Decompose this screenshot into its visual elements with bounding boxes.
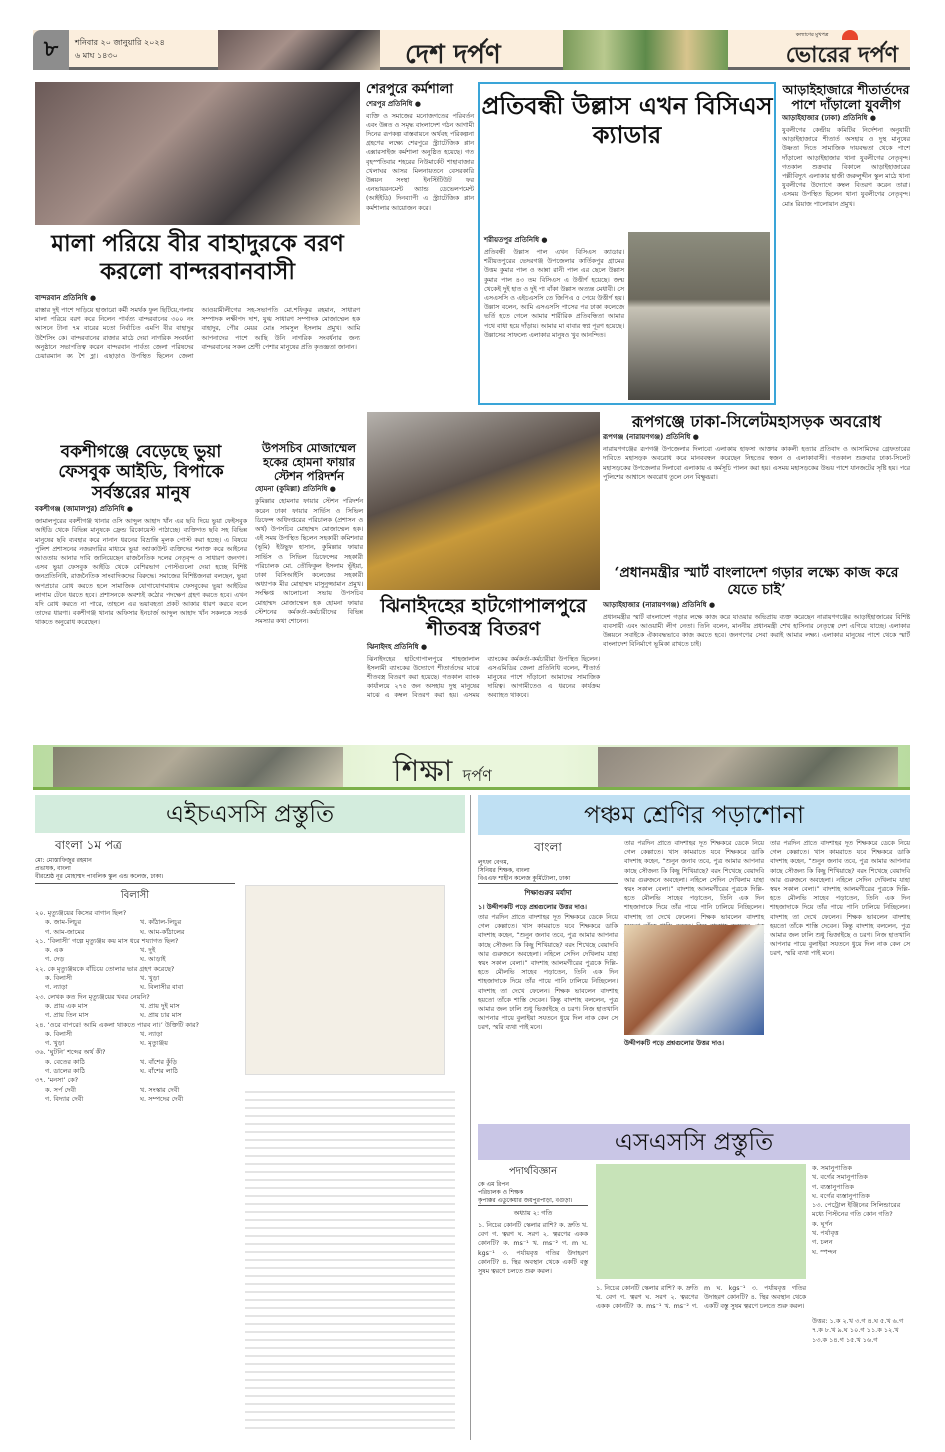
ssc-questions-middle: ১. নিচের কোনটি স্কেলার রাশি? ক. দ্রুতি খ. বেগ গ. ত্বরণ ঘ. সরণ ২. ত্বরণের একক কোনটি? ক. ms⁻¹ খ. ms⁻² গ. m ঘ. kgs⁻¹ ৩. পর্যায়বৃত্ত গতির উদাহরণ কোনটি? ৪. স্থির অবস্থান থেকে একটি বস্তু সুষম ত্বরণে চলতে শুরু করল। <box>596 1285 806 1311</box>
byline: রূপগঞ্জ (নারায়ণগঞ্জ) প্রতিনিধি ● <box>603 433 699 442</box>
mcq-option: গ. ডালের কাঠি <box>45 1067 85 1076</box>
mcq-question: ২০. মৃত্যুঞ্জয়ের কিসের বাগান ছিল? ক. জাম-লিচুর খ. কাঁঠাল-লিচুর গ. আম-জামের ঘ. আম-কাঁঠালের <box>35 909 235 937</box>
mcq-option: ঘ. মৃত্যুঞ্জয় <box>140 1039 168 1048</box>
class5-illustration <box>624 925 764 1035</box>
sun-icon <box>842 30 858 40</box>
article-body: রাস্তার দুই পাশে দাড়িয়ে হাজারো কর্মী সমর্থক ফুল ছিটিয়ে,গলায় মালা পরিয়ে বরণ করে নিলেন পার্বত্য বান্দরবানের ৩০০ নং আসনে টানা ৭ম বারের মতো নির্বাচিত এমপি বীর বাহাদুর উশৈসিং কে। বান্দরবানের রাজার মাঠে দেয়া নাগরিক সংবর্ধনা অনুষ্ঠানে সভাপতিত্ব করেন বান্দরবান পার্বত্য জেলা পরিষদের চেয়ারম্যান ক্য শৈ হ্লা। এছাড়াও উপস্থিত ছিলেন জেলা আওয়ামীলীগের সহ-সভাপতি মো.শফিকুর রহমান, সাধারণ সম্পাদক লক্ষীপদ দাশ, যুগ্ম সাধারণ সম্পাদক মোজাম্মেল হক বাহাদুর, পৌর মেয়র মোঃ সামসুল ইসলাম প্রমুখ। আমি আপনাদের পাশে আছি উনি নাগরিক সংবর্ধনার জন্য বান্দরবানের সকল শ্রেণী পেশার মানুষের প্রতি কৃতজ্ঞতা জানান। <box>35 307 360 361</box>
mcq-option: ক. এক <box>45 946 64 955</box>
mcq-option: ঘ. প্রায় চার মাস <box>140 1011 182 1020</box>
mcq-option: ঘ. বাঁশের লাঠি <box>140 1067 178 1076</box>
ssc-author-block: কে এম রিপন পরিচালক ও শিক্ষক কৃপাক্কর এডুকেয়ার জয়পুরপাড়া, বগুড়া। <box>478 1181 588 1206</box>
article-body: ব্যক্তি ও সমাজের মনোজগতের পরিবর্তন এবং উন্নত ও সমৃদ্ধ বাংলাদেশ গঠন আগামী দিনের রূপকল্প বাস্তবায়নে অর্থবহ পরিকল্পনা গ্রহণের লক্ষ্যে শেরপুরে স্ট্র্যাটেজিক প্লান এক্সারসাইজ কর্মশালা অনুষ্ঠিত হয়েছে। গত বৃহস্পতিবার শহরের নিউমার্কেট শাহাবাজার খেলাঘর আসর মিলনায়তনে বেসরকারি উন্নয়ন সংস্থা ইনস্টিটিউট ফর এনভায়রনমেন্ট অ্যান্ড ডেভেলপমেন্ট (আইইডি) দিনব্যাপী এ স্ট্র্যাটেজিক প্লান কর্মশালার আয়োজন করে। <box>366 112 474 212</box>
mcq-question: ২২. কে মৃত্যুঞ্জয়কে বাঁচিয়ে তোলার ভার গ্রহণ করেছে? ক. বিলাসী খ. খুড়া গ. ন্যাড়া ঘ. বিলাসীর বাবা <box>35 965 235 993</box>
mcq-option: ক. বিলাসী <box>45 1029 73 1038</box>
class5-heading: পঞ্চম শ্রেণির পড়াশোনা <box>478 795 910 835</box>
ssc-questions-left: ১. নিচের কোনটি স্কেলার রাশি? ক. দ্রুতি খ. বেগ গ. ত্বরণ ঘ. সরণ ২. ত্বরণের একক কোনটি? ক. ms⁻¹ খ. ms⁻² গ. m ঘ. kgs⁻¹ ৩. পর্যায়বৃত্ত গতির উদাহরণ কোনটি? ৪. স্থির অবস্থান থেকে একটি বস্তু সুষম ত্বরণে চলতে শুরু করল। <box>478 1222 588 1276</box>
byline: বান্দরবান প্রতিনিধি ● <box>35 294 97 302</box>
article-body: কুমিল্লার হোমনার ফায়ার স্টেশন পরিদর্শন করেন ঢাকা ফায়ার সার্ভিস ও সিভিল ডিফেন্স অধিদপ্তরের পরিচালক (প্রশাসন ও অর্থ) উপসচিব মোহাম্মদ মোজাম্মেল হক। এই সময় উপস্থিত ছিলেন সহকারী কমিশনার (ভূমি) ইউছুফ হাসান, কুমিল্লার ফায়ার সার্ভিস ও সিভিল ডিফেন্সের সহকারী পরিচালক মো. তৌফিকুল ইসলাম ভূঁইয়া, ঢাকা বিসিআইসি কলেজের সহকারী অধ্যাপক মীর মোহাম্মদ মাসুনুজ্জামান প্রমুখ। সংক্ষিপ্ত আলোচনা সভায় উপসচিব মোহাম্মদ মোজাম্মেল হক হোমনা ফায়ার স্টেশনের কর্মকর্তা-কর্মচারীদের বিভিন্ন সমস্যার কথা শোনেন। <box>255 498 363 626</box>
mcq-option: গ. ন্যাড়া <box>45 983 68 992</box>
mcq-option: ক. প্রায় এক মাস <box>45 1001 88 1010</box>
bakshiganj-article <box>35 442 247 737</box>
byline: আড়াইহাজার (নারায়ণগঞ্জ) প্রতিনিধি ● <box>603 600 716 609</box>
mcq-option: ক. বিলাসী <box>45 974 73 983</box>
byline: হোমনা (কুমিল্লা) প্রতিনিধি ● <box>255 485 336 494</box>
ssc-subject: পদার্থবিজ্ঞান <box>508 1166 558 1177</box>
smart-headline: ‘প্রধানমন্ত্রীর স্মার্ট বাংলাদেশ গড়ার লক্ষ্যে কাজ করে যেতে চাই’ <box>614 565 899 598</box>
byline: শেরপুর প্রতিনিধি ● <box>366 99 422 108</box>
mcq-option: ঘ. আড়াই <box>140 955 166 964</box>
ullas-article <box>484 234 624 399</box>
mcq-question: ৩৭. ‘মনসা’ কে? ক. সর্প দেবী খ. সংস্কার দেবী গ. বিদ্যার দেবী ঘ. সম্পদের দেবী <box>35 1076 235 1104</box>
issue-date <box>75 36 165 62</box>
newspaper-logo: কল্যাণের মুখপত্র ভোরের দর্পণ <box>785 32 898 68</box>
class5-section <box>478 795 910 1117</box>
header-photo-strip-right <box>563 30 728 70</box>
ssc-section <box>478 1124 910 1442</box>
byline: বকশীগঞ্জ (জামালপুর) প্রতিনিধি ● <box>35 505 133 514</box>
ullas-headline: প্রতিবন্ধী উল্লাস এখন বিসিএস ক্যাডার <box>481 91 773 149</box>
byline: আড়াইহাজার (ঢাকা) প্রতিনিধি ● <box>782 114 877 122</box>
mcq-option: খ. খুড়া <box>140 974 160 983</box>
byline: ঝিনাইদহ প্রতিনিধি ● <box>367 642 428 651</box>
mcq-option: ঘ. আম-কাঁঠালের <box>140 927 185 936</box>
article-body: ঝিনাইদহের হাটগোপালপুরে শাহজালাল ইসলামী ব্যাংকের উদ্যোগে শীতার্তদের মাঝে শীতবস্ত্র বিতরণ করা হয়েছে। গতকাল ব্যাংক কার্যালয়ে ২৭৫ জন অসহায় দুস্থ মানুষের মাঝে এ কম্বল বিতরণ করা হয়। এসময় ব্যাংকের কর্মকর্তা-কর্মচারীরা উপস্থিত ছিলেন। এসএমিডির জেলা প্রতিনিধি বলেন, শীতার্ত মানুষের পাশে দাঁড়ানো আমাদের সামাজিক দায়িত্ব। আগামীতেও এ ধরনের কার্যক্রম অব্যাহত থাকবে। <box>367 655 600 700</box>
araihazar-headline: আড়াইহাজারে শীতার্তদের পাশে দাঁড়ালো যুবলীগ <box>782 82 910 112</box>
section-title: দেশ দর্পণ <box>405 40 501 70</box>
mcq-option: ক. জাম-লিচুর <box>45 918 82 927</box>
hsc-subject: বাংলা ১ম পত্র <box>55 838 122 852</box>
mcq-option: খ. প্রায় দুই মাস <box>140 1001 180 1010</box>
mcq-option: খ. দুই <box>140 946 156 955</box>
ssc-left-col <box>478 1164 588 1441</box>
hsc-author-block: মো: মোস্তাফিজুর রহমান প্রভাষক, বাংলা বীরশ্রেষ্ঠ নূর মোহাম্মদ পাবলিক স্কুল এন্ড কলেজ, ঢাকা। <box>35 857 235 884</box>
mcq-option: গ. প্রায় তিন মাস <box>45 1011 89 1020</box>
ullas-feature-box <box>478 82 776 405</box>
smart-bangladesh-article <box>603 565 910 737</box>
ssc-chapter: অধ্যায় ২: গতি <box>513 1209 553 1217</box>
class5-chapter: শিক্ষাগুরুর মর্যাদা <box>524 889 572 897</box>
article-body: যুবলীগের কেন্দ্রীয় কমিটির নির্দেশনা অনুযায়ী আড়াইহাজারে শীতার্ত অসহায় ও দুস্থ মানুষের উষ্ণতা দিতে সামাজিক দায়বদ্ধতা থেকে পাশে দাঁড়ালো আড়াইহাজার থানা যুবলীগের নেতৃবৃন্দ। গতকাল শুক্রবার বিকালে আড়াইহাজারের পল্লীবিদ্যুৎ এলাকার হাজী জরুলুদ্দীন স্কুল মাঠে থানা যুবলীগের উদ্যোগে কম্বল বিতরণ করেন তারা। এসময় উপস্থিত ছিলেন থানা যুবলীগের নেতৃবৃন্দ। মোঃ রিয়াজ পালোয়ান প্রমুখ। <box>782 127 910 208</box>
ssc-answers: উত্তর: ১.ক ২.খ ৩.গ ৪.ঘ ৫.খ ৬.গ ৭.ক ৮.খ ৯.ঘ ১০.গ ১১.ক ১২.খ ১৩.ক ১৪.গ ১৫.খ ১৬.গ <box>812 1316 904 1344</box>
mcq-option: ঘ. সম্পদের দেবী <box>140 1094 184 1103</box>
bakshiganj-headline: বকশীগঞ্জে বেড়েছে ভুয়া ফেসবুক আইডি, বিপাকে সর্বস্তরের মানুষ <box>58 442 224 503</box>
mcq-option: ক. সর্প দেবী <box>45 1085 76 1094</box>
hsc-questions <box>35 909 235 1104</box>
class5-body: তার পরদিন প্রাতে বাদশাহর দূত শিক্ষকরে ডেকে নিয়ে গেল কেল্লাতে। খাস কামরাতে যবে শিক্ষকরে ডাকি বাদশাহ কহেন, “শুনুন জনাব তবে, পুত্র আমার আপনার কাছে সৌজন্য কি কিছু শিখিয়াছে? বরং শিখেছে বেয়াদবি আর গুরুজনে অবহেলা। নহিলে সেদিন দেখিলাম যাহা স্বয়ং সকাল বেলা।” বাদশাহ আলমগীরের পুত্রকে দিল্লি-হতে মৌলভি সাহেব পড়াতেন, তিনি এক দিন শাহজাদাকে দিয়ে তাঁর পায়ে পানি ঢালিয়ে নিচ্ছিলেন। বাদশাহ তা দেখে ফেলেন। শিক্ষক ভাবলেন বাদশাহ হয়তো তাঁকে শাস্তি দেবেন। কিন্তু বাদশাহ বললেন, পুত্র আমার জল ঢালি শুধু ভিজাইছে ও চরণ। নিজ হাতখানি আপনার পায়ে বুলাইয়া সযতনে ধুয়ে দিল নাক কেন সে চরণ, স্মরি ব্যথা পাই মনে। <box>478 914 618 1032</box>
jhenaidah-headline: ঝিনাইদহের হাটগোপালপুরে শীতবস্ত্র বিতরণ <box>380 595 587 640</box>
mcq-option: গ. খুড়া <box>45 1039 65 1048</box>
mcq-question: ৩৬. ‘ঘুটনি’ শব্দের অর্থ কী? ক. বেতের কাঠি খ. বাঁশের কুঁড়ি গ. ডালের কাঠি ঘ. বাঁশের লাঠি <box>35 1048 235 1076</box>
header-photo-strip-left <box>218 30 380 70</box>
article-body: প্রতিবন্ধী উল্লাস পাল এখন বিসিএস ক্যাডার। শরীয়তপুরের ভেদরগঞ্জ উপজেলার কার্তিকপুর গ্রামের উত্তম কুমার পাল ও আন্না রানী পাল এর ছেলে উল্লাস কুমার পাল ৪৩ তম বিসিএস এ উত্তীর্ণ হয়েছে। জন্ম থেকেই দুই হাত ও দুই পা বাঁকা উল্লাস অত্যন্ত মেধাবী। সে এসএসসি ও এইচএসসি তে জিপিএ ৫ পেয়ে উত্তীর্ণ হয়। উল্লাস বলেন, আমি এসএসসি পাসের পর ঢাকা কলেজে ভর্তি হতে গেলে আমার শারীরিক প্রতিবন্ধিতা আমার পথে বাধা হয়ে দাঁড়ায়। আমার মা বাবার স্বপ্ন পূরণ হয়েছে। উল্লাসের সাফল্যে এলাকার মানুষও খুব আনন্দিত। <box>484 249 624 339</box>
date-gregorian: শনিবার ২০ জানুয়ারি ২০২৪ <box>75 38 165 47</box>
banner-students-left <box>53 747 343 787</box>
rupganj-headline: রূপগঞ্জে ঢাকা-সিলেটমহাসড়ক অবরোধ <box>631 412 882 431</box>
hsc-section <box>35 795 465 1440</box>
class5-author-block: লুৎফা বেগম, সিনিয়র শিক্ষক, বাংলা বিএএফ শাহীন কলেজ কুর্মিটোলা, ঢাকা <box>478 859 618 884</box>
class5-body-col2: তার পরদিন প্রাতে বাদশাহর দূত শিক্ষকরে ডেকে নিয়ে গেল কেল্লাতে। খাস কামরাতে যবে শিক্ষকরে ডাকি বাদশাহ কহেন, “শুনুন জনাব তবে, পুত্র আমার আপনার কাছে সৌজন্য কি কিছু শিখিয়াছে? বরং শিখেছে বেয়াদবি আর গুরুজনে অবহেলা। নহিলে সেদিন দেখিলাম যাহা স্বয়ং সকাল বেলা।” বাদশাহ আলমগীরের পুত্রকে দিল্লি-হতে মৌলভি সাহেব পড়াতেন, তিনি এক দিন শাহজাদাকে দিয়ে তাঁর পায়ে পানি ঢালিয়ে নিচ্ছিলেন। বাদশাহ তা দেখে ফেলেন। শিক্ষক ভাবলেন বাদশাহ <box>624 840 764 921</box>
bandarban-article <box>35 292 360 412</box>
mcq-question: ২৩. লেখক কত দিন মৃত্যুঞ্জয়ের খবর নেয়নি? ক. প্রায় এক মাস খ. প্রায় দুই মাস গ. প্রায় তিন মাস ঘ. প্রায় চার মাস <box>35 993 235 1021</box>
sherpur-headline: শেরপুরে কর্মশালা <box>366 82 454 97</box>
rupganj-article <box>603 412 910 562</box>
mcq-option: ঘ. বিলাসীর বাবা <box>140 983 184 992</box>
mcq-option: খ. সংস্কার দেবী <box>140 1085 180 1094</box>
bandarban-headline: মালা পরিয়ে বীর বাহাদুরকে বরণ করলো বান্দরবানবাসী <box>51 230 344 285</box>
class5-subject: বাংলা <box>534 840 562 854</box>
mcq-option: খ. বাঁশের কুঁড়ি <box>140 1057 178 1066</box>
education-banner <box>33 745 910 790</box>
page-number: ৮ <box>33 30 69 70</box>
mcq-option: খ. ন্যাড়া <box>140 1029 163 1038</box>
column-divider <box>470 795 471 1440</box>
ullas-photo <box>628 232 770 400</box>
homna-article <box>255 442 363 737</box>
class5-caption: উদ্দীপকটি পড়ে প্রশ্নগুলোর উত্তর দাও। <box>624 1039 725 1047</box>
class5-left-col: বাংলা লুৎফা বেগম, সিনিয়র শিক্ষক, বাংলা বিএএফ শাহীন কলেজ কুর্মিটোলা, ঢাকা শিক্ষাগুরুর মর্যাদা ১। উদ্দীপকটি পড়ে প্রশ্নগুলোর উত্তর দাও। তার পরদিন প্রাতে বাদশাহর দূত শিক্ষকরে ডেকে নিয়ে গেল কেল্লাতে। খাস কামরাতে যবে শিক্ষকরে ডাকি বাদশাহ কহেন, “শুনুন জনাব তবে, পুত্র আমার আপনার কাছে সৌজন্য কি কিছু শিখিয়াছে? বরং শিখেছে বেয়াদবি আর গুরুজনে অবহেলা। নহিলে সেদিন দেখিলাম যাহা স্বয়ং সকাল বেলা।” বাদশাহ আলমগীরের পুত্রকে দিল্লি-হতে মৌলভি সাহেব পড়াতেন, তিনি এক দিন শাহজাদাকে দিয়ে তাঁর পায়ে পানি ঢালিয়ে নিচ্ছিলেন। বাদশাহ তা দেখে ফেলেন। শিক্ষক ভাবলেন বাদশাহ হয়তো তাঁকে শাস্তি দেবেন। কিন্তু বাদশাহ বললেন, পুত্র আমার জল ঢালি শুধু ভিজাইছে ও চরণ। নিজ হাতখানি আপনার পায়ে বুলাইয়া সযতনে ধুয়ে দিল নাক কেন সে চরণ, স্মরি ব্যথা পাই মনে। <box>478 839 618 1113</box>
ssc-heading: এসএসসি প্রস্তুতি <box>478 1124 910 1160</box>
homna-headline: উপসচিব মোজাম্মেল হকের হোমনা ফায়ার স্টেশন পরিদর্শন <box>261 441 356 483</box>
mcq-option: গ. দেড় <box>45 955 65 964</box>
byline: শরীয়তপুর প্রতিনিধি ● <box>484 236 548 244</box>
mcq-option: খ. কাঁঠাল-লিচুর <box>140 918 182 927</box>
jhenaidah-article <box>367 595 600 737</box>
ssc-illustration-boy <box>596 1164 806 1279</box>
mcq-question: ২১. ‘বিলাসী’ গল্পে মৃত্যুঞ্জয় কয় মাস ধরে শয্যাগত ছিল? ক. এক খ. দুই গ. দেড় ঘ. আড়াই <box>35 937 235 965</box>
date-bangla: ৬ মাঘ ১৪৩০ <box>75 51 118 60</box>
article-body: জামালপুরের বকশীগঞ্জ থানার ওসি আব্দুল আহাদ খাঁন এর ছবি দিয়ে ভুয়া ফেইসবুক আইডি থেকে বিভিন্ন মানুষকে ফ্রেন্ড রিকোয়েস্ট পাঠাচ্ছে। ব্যক্তিগত ছবি সহ বিভিন্ন মানুষের ছবি ব্যবহার করে নানান ধরনের বিভ্রান্তি মূলক পোস্ট করা হচ্ছে। এ বিষয়ে পুলিশ প্রশাসনের নজরদারির মাধ্যমে ভুয়া অ্যাকাউন্ট ব্যক্তিদের শনাক্ত করে আইনের আওতায় আনার দাবি জানিয়েছেন রাজনৈতিক দলের নেতৃবৃন্দ ও সাধারণ জনগণ। এসব ভুয়া ফেসবুক আইডি থেকে বেশিরভাগ পোস্টগুলো দেয়া হচ্ছে বিশিষ্ট জনপ্রতিনিধি, রাজনৈতিক সাংবাদিকদের বিরুদ্ধে। সমাজের বিশিষ্টজনরা বলছেন, ভুয়া অপপ্রচার রোধ করতে হলে সামাজিক যোগাযোগমাধ্যম ফেসবুকের ভুয়া আইডির লাগাম টেনে ধরতে হবে। প্রশাসনকে অবশ্যই কঠোর পদক্ষেপ গ্রহণ করতে হবে। এখন যদি রোধ করতে না পারে, তাহলে এর ভয়াবহতা প্রকট আকার ধারণ করবে বলে তাদের ধারণা। বকশীগঞ্জ থানার অফিসার ইনচার্জ আব্দুল আহাদ খাঁন সকলকে সতর্ক থাকতে অনুরোধ করেছেন। <box>35 518 247 627</box>
hsc-chapter: বিলাসী <box>120 890 150 901</box>
bandarban-photo <box>35 82 360 225</box>
class5-body-col3: তার পরদিন প্রাতে বাদশাহর দূত শিক্ষকরে ডেকে নিয়ে গেল কেল্লাতে। খাস কামরাতে যবে শিক্ষকরে ডাকি বাদশাহ কহেন, “শুনুন জনাব তবে, পুত্র আমার আপনার কাছে সৌজন্য কি কিছু শিখিয়াছে? বরং শিখেছে বেয়াদবি আর গুরুজনে অবহেলা। নহিলে সেদিন দেখিলাম যাহা স্বয়ং সকাল বেলা।” বাদশাহ আলমগীরের পুত্রকে দিল্লি-হতে মৌলভি সাহেব পড়াতেন, তিনি এক দিন শাহজাদাকে দিয়ে তাঁর পায়ে পানি ঢালিয়ে নিচ্ছিলেন। বাদশাহ তা দেখে ফেলেন। শিক্ষক ভাবলেন বাদশাহ হয়তো তাঁকে শাস্তি দেবেন। কিন্তু বাদশাহ বললেন, পুত্র আমার জল ঢালি শুধু ভিজাইছে ও চরণ। নিজ হাতখানি আপনার পায়ে বুলাইয়া সযতনে ধুয়ে দিল নাক কেন সে চরণ, স্মরি ব্যথা পাই মনে। <box>770 840 910 958</box>
ssc-questions-right: ক. সমানুপাতিক খ. বর্গের সমানুপাতিক গ. ব্যস্তানুপাতিক ঘ. বর্গের ব্যস্তানুপাতিক ১৩. পেট্রোল ইঞ্জিনের সিলিন্ডারের মধ্যে পিস্টনের গতি কোন গতি? ক. ঘূর্ণন খ. পর্যাবৃত্ত গ. চলন ঘ. স্পন্দন উত্তর: ১.ক ২.খ ৩.গ ৪.ঘ ৫.খ ৬.গ ৭.ক ৮.খ ৯.ঘ ১০.গ ১১.ক ১২.খ ১৩.ক ১৪.গ ১৫.খ ১৬.গ <box>812 1164 910 1345</box>
mcq-option: গ. বিদ্যার দেবী <box>45 1094 84 1103</box>
logo-tagline: কল্যাণের মুখপত্র <box>795 32 829 38</box>
araihazar-article <box>782 82 910 404</box>
hsc-illustration-boy <box>245 885 445 1075</box>
article-body: প্রধানমন্ত্রীর স্মার্ট বাংলাদেশ গড়ার লক্ষে কাজ করে যাওয়ার অভিপ্রায় ব্যক্ত করেছেন নারায়ণগঞ্জের আড়াইহাজারের বিশিষ্ট ব্যবসায়ী এবং আওয়ামী লীগ নেতা। তিনি বলেন, মাননীয় প্রধানমন্ত্রী শেখ হাসিনার নেতৃত্বে দেশ এগিয়ে যাচ্ছে। এলাকার উন্নয়নে সবাইকে ঐক্যবদ্ধভাবে কাজ করতে হবে। জনগণের সেবা করাই আমার লক্ষ্য। এলাকার মানুষের পাশে থেকে স্মার্ট বাংলাদেশ বিনির্মাণে ভূমিকা রাখতে চাই। <box>603 613 910 649</box>
hsc-more-questions <box>245 1085 455 1435</box>
mcq-question: ২৪. ‘ওরে বাপরে! আমি একলা থাকতে পারব না।’ উক্তিটি কার? ক. বিলাসী খ. ন্যাড়া গ. খুড়া ঘ. মৃত্যুঞ্জয় <box>35 1021 235 1049</box>
mcq-option: ক. বেতের কাঠি <box>45 1057 85 1066</box>
education-banner-title: শিক্ষা দর্পণ <box>393 754 492 789</box>
mcq-option: গ. আম-জামের <box>45 927 85 936</box>
hsc-heading: এইচএসসি প্রস্তুতি <box>35 795 465 833</box>
banner-students-right <box>598 747 898 787</box>
sherpur-article <box>366 82 474 404</box>
page-header <box>33 30 910 70</box>
blanket-distribution-photo <box>367 412 600 590</box>
article-body: নারায়ণগঞ্জের রূপগঞ্জ উপজেলার দিলাবো এলাকায় হাফসা আক্তার কাকলী হত্যার প্রতিবাদ ও আসামিদের গ্রেফতারের দাবিতে মহাসড়ক অবরোধ করে মানববন্ধন করেছেন নিহতের স্বজন ও এলাকাবাসী। গতকাল শুক্রবার ঢাকা-সিলেট মহাসড়কের উপজেলার দিলাবো এলাকায় এ কর্মসূচি পালন করা হয়। এসময় মহাসড়কের উভয় পাশে যানজটের সৃষ্টি হয়। পরে পুলিশের আশ্বাসে অবরোধ তুলে নেন বিক্ষুব্ধরা। <box>603 446 910 481</box>
